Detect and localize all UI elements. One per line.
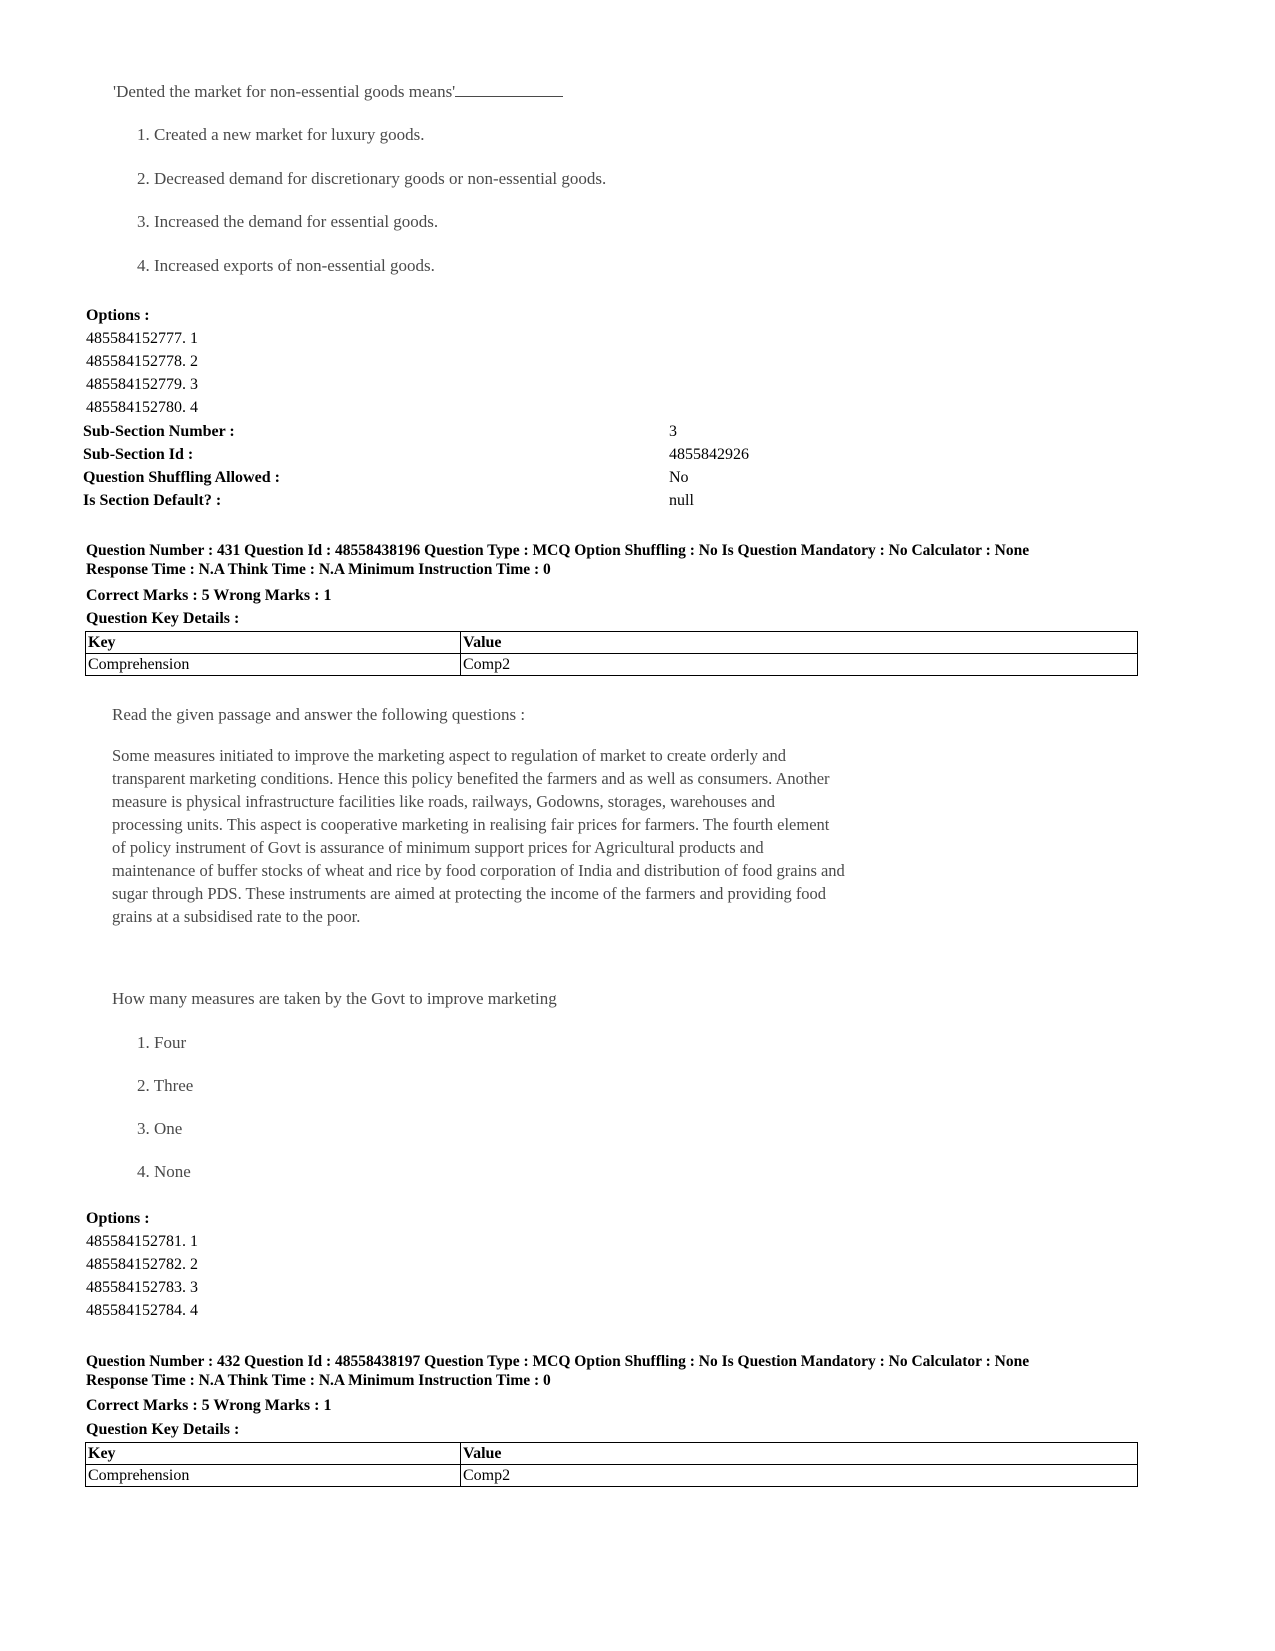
passage-line: sugar through PDS. These instruments are aimed at protecting the income of the farmers and providing food [112, 884, 827, 903]
q432-marks: Correct Marks : 5 Wrong Marks : 1 [86, 1397, 332, 1414]
q431-option-4: 485584152784. 4 [86, 1302, 198, 1319]
q432-key-table [85, 1442, 1138, 1487]
section-default-label: Is Section Default? : [83, 492, 222, 509]
q430-options-label: Options : [86, 307, 150, 324]
q431-key-table [85, 631, 1138, 676]
question-shuffling-value: No [669, 469, 689, 486]
key-column-header: Key [86, 632, 461, 654]
value-cell: Comp2 [461, 1465, 1138, 1487]
q431-header-line2: Response Time : N.A Think Time : N.A Minimum Instruction Time : 0 [86, 561, 551, 578]
q431-marks: Correct Marks : 5 Wrong Marks : 1 [86, 587, 332, 604]
q430-option-1: 485584152777. 1 [86, 330, 198, 347]
subsection-id-label: Sub-Section Id : [83, 446, 194, 463]
section-default-value: null [669, 492, 694, 509]
answer-blank [455, 82, 563, 97]
question-shuffling-label: Question Shuffling Allowed : [83, 469, 280, 486]
value-column-header: Value [461, 1443, 1138, 1465]
passage-line: of policy instrument of Govt is assurance of minimum support prices for Agricultural products and [112, 838, 764, 857]
q431-option-1: 485584152781. 1 [86, 1233, 198, 1250]
passage-line: transparent marketing conditions. Hence this policy benefited the farmers and as well as consumers. Another [112, 769, 830, 788]
passage-line: Some measures initiated to improve the marketing aspect to regulation of market to create orderly and [112, 746, 786, 765]
q431-option-3: 485584152783. 3 [86, 1279, 198, 1296]
q431-choice-4: 4. None [137, 1162, 191, 1181]
key-cell: Comprehension [86, 654, 461, 676]
key-column-header: Key [86, 1443, 461, 1465]
q431-options-label: Options : [86, 1210, 150, 1227]
subsection-number-value: 3 [669, 423, 677, 440]
q431-choice-3: 3. One [137, 1119, 183, 1138]
q430-choice-4: 4. Increased exports of non-essential goods. [137, 256, 435, 275]
q430-option-2: 485584152778. 2 [86, 353, 198, 370]
passage-line: processing units. This aspect is cooperative marketing in realising fair prices for farmers. The fourth element [112, 815, 830, 834]
q432-header-line1: Question Number : 432 Question Id : 48558438197 Question Type : MCQ Option Shuffling : No Is Question Mandatory : No Calculator : None [86, 1353, 1030, 1370]
q430-option-4: 485584152780. 4 [86, 399, 198, 416]
subsection-id-value: 4855842926 [669, 446, 749, 463]
q430-choice-1: 1. Created a new market for luxury goods. [137, 125, 425, 144]
value-column-header: Value [461, 632, 1138, 654]
q432-header-line2: Response Time : N.A Think Time : N.A Minimum Instruction Time : 0 [86, 1372, 551, 1389]
table-row [86, 654, 1138, 676]
passage-text [112, 744, 1012, 928]
table-row [86, 1465, 1138, 1487]
value-cell: Comp2 [461, 654, 1138, 676]
q431-option-2: 485584152782. 2 [86, 1256, 198, 1273]
q432-key-details-label: Question Key Details : [86, 1421, 240, 1438]
q430-choice-2: 2. Decreased demand for discretionary goods or non-essential goods. [137, 169, 607, 188]
passage-line: maintenance of buffer stocks of wheat and rice by food corporation of India and distribution of food grains and [112, 861, 845, 880]
passage-line: grains at a subsidised rate to the poor. [112, 907, 361, 926]
passage-line: measure is physical infrastructure facilities like roads, railways, Godowns, storages, warehouses and [112, 792, 776, 811]
q431-choice-2: 2. Three [137, 1076, 194, 1095]
q430-stem: 'Dented the market for non-essential goods means' [113, 82, 563, 102]
q431-key-details-label: Question Key Details : [86, 610, 240, 627]
passage-intro: Read the given passage and answer the following questions : [112, 705, 526, 724]
q430-choice-3: 3. Increased the demand for essential goods. [137, 212, 439, 231]
q431-choice-1: 1. Four [137, 1033, 187, 1052]
subsection-number-label: Sub-Section Number : [83, 423, 235, 440]
q431-header-line1: Question Number : 431 Question Id : 48558438196 Question Type : MCQ Option Shuffling : No Is Question Mandatory : No Calculator : None [86, 542, 1030, 559]
q430-option-3: 485584152779. 3 [86, 376, 198, 393]
table-header-row [86, 632, 1138, 654]
q431-question: How many measures are taken by the Govt to improve marketing [112, 989, 557, 1008]
table-header-row [86, 1443, 1138, 1465]
key-cell: Comprehension [86, 1465, 461, 1487]
